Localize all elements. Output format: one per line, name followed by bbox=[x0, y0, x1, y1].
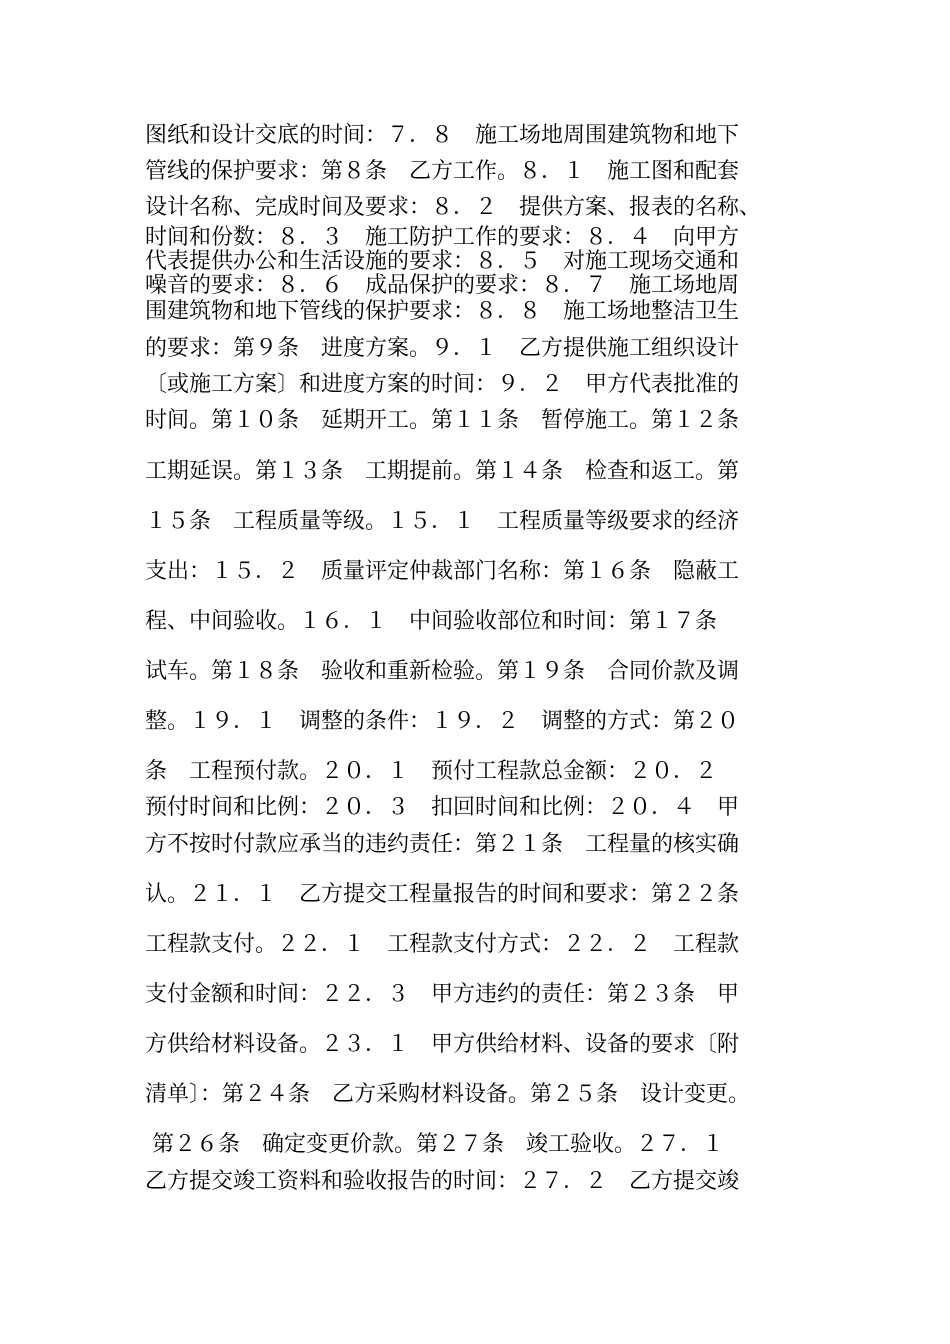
text-line: 代表提供办公和生活设施的要求：８．５ 对施工现场交通和 bbox=[145, 249, 740, 274]
text-line: 支出：１５．２ 质量评定仲裁部门名称：第１６条 隐蔽工 bbox=[145, 559, 740, 584]
text-line: 支付金额和时间：２２．３ 甲方违约的责任：第２３条 甲 bbox=[145, 982, 740, 1007]
text-line: 方不按时付款应承当的违约责任：第２１条 工程量的核实确 bbox=[145, 832, 740, 857]
text-line: 程、中间验收。１６．１ 中间验收部位和时间：第１７条 bbox=[145, 609, 718, 634]
text-line: 时间和份数：８．３ 施工防护工作的要求：８．４ 向甲方 bbox=[145, 225, 740, 250]
text-line: １５条 工程质量等级。１５．１ 工程质量等级要求的经济 bbox=[145, 509, 740, 534]
text-line: 设计名称、完成时间及要求：８．２ 提供方案、报表的名称、 bbox=[145, 195, 762, 220]
text-line: 〔或施工方案〕和进度方案的时间：９．２ 甲方代表批准的 bbox=[145, 372, 740, 397]
text-line: 的要求：第９条 进度方案。９．１ 乙方提供施工组织设计 bbox=[145, 336, 740, 361]
text-line: 管线的保护要求：第８条 乙方工作。８．１ 施工图和配套 bbox=[145, 159, 740, 184]
text-line: 工程款支付。２２．１ 工程款支付方式：２２．２ 工程款 bbox=[145, 932, 740, 957]
text-line: 试车。第１８条 验收和重新检验。第１９条 合同价款及调 bbox=[145, 659, 740, 684]
text-line: 图纸和设计交底的时间：７．８ 施工场地周围建筑物和地下 bbox=[145, 123, 740, 148]
text-line: 第２６条 确定变更价款。第２７条 竣工验收。２７．１ bbox=[145, 1132, 724, 1157]
text-line: 条 工程预付款。２０．１ 预付工程款总金额：２０．２ bbox=[145, 759, 718, 784]
text-line: 围建筑物和地下管线的保护要求：８．８ 施工场地整洁卫生 bbox=[145, 299, 740, 324]
text-line: 清单〕：第２４条 乙方采购材料设备。第２５条 设计变更。 bbox=[145, 1082, 751, 1107]
text-line: 乙方提交竣工资料和验收报告的时间：２７．２ 乙方提交竣 bbox=[145, 1169, 740, 1194]
text-line: 预付时间和比例：２０．３ 扣回时间和比例：２０．４ 甲 bbox=[145, 795, 740, 820]
text-line: 认。２１．１ 乙方提交工程量报告的时间和要求：第２２条 bbox=[145, 882, 740, 907]
text-line: 方供给材料设备。２３．１ 甲方供给材料、设备的要求〔附 bbox=[145, 1032, 740, 1057]
text-line: 整。１９．１ 调整的条件：１９．２ 调整的方式：第２０ bbox=[145, 709, 740, 734]
text-line: 噪音的要求：８．６ 成品保护的要求：８．７ 施工场地周 bbox=[145, 273, 740, 298]
text-line: 时间。第１０条 延期开工。第１１条 暂停施工。第１２条 bbox=[145, 408, 740, 433]
text-line: 工期延误。第１３条 工期提前。第１４条 检查和返工。第 bbox=[145, 459, 740, 484]
